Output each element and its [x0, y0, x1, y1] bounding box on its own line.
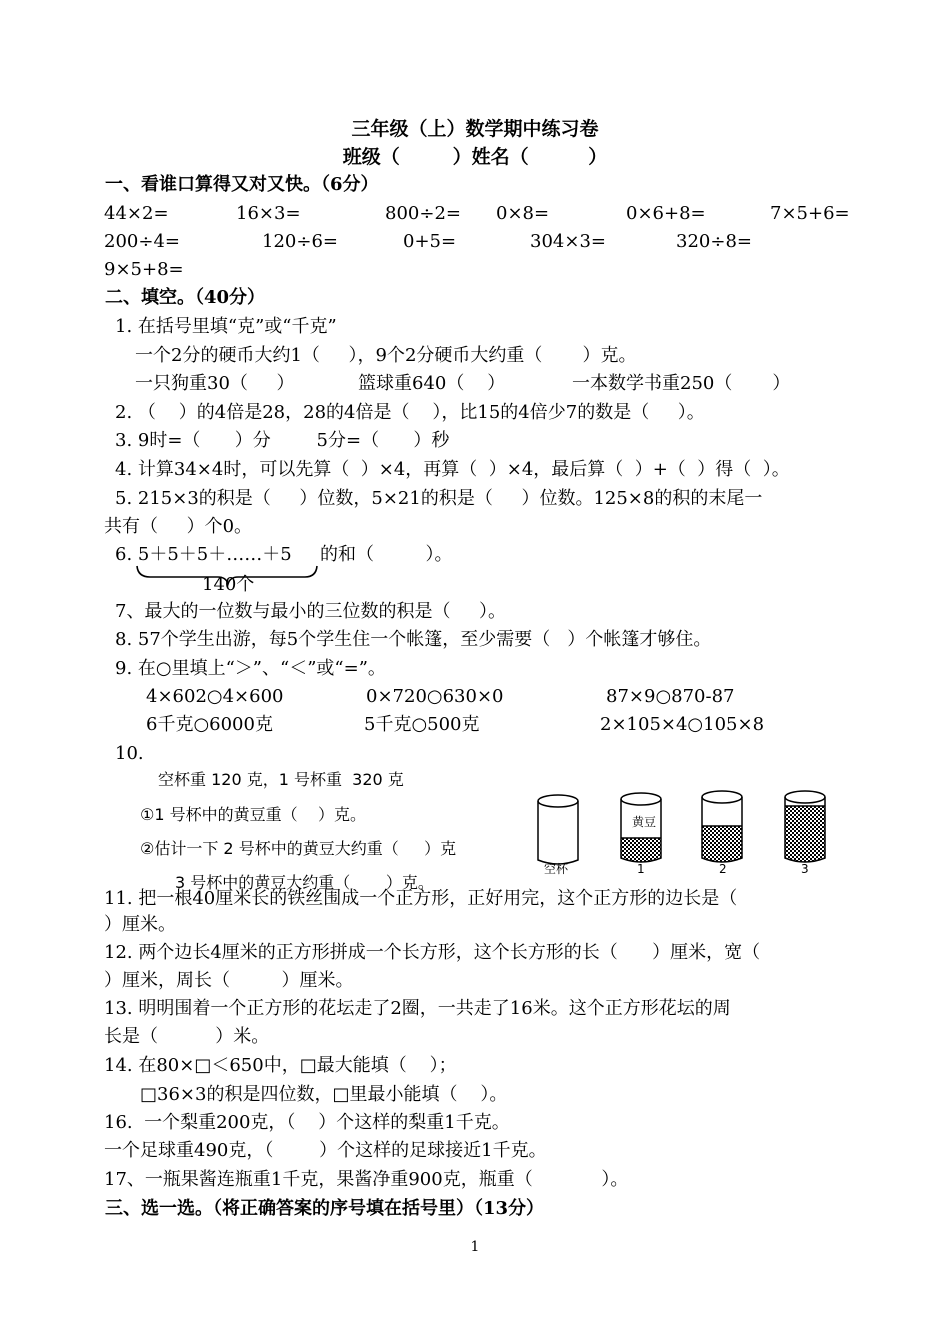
q10-part-1: ①1 号杯中的黄豆重（ ）克。	[140, 805, 366, 824]
q9-compare: 0×720○630×0	[366, 686, 504, 707]
q12-line-1: 12. 两个边长4厘米的正方形拼成一个长方形，这个长方形的长（ ）厘米，宽（	[104, 942, 761, 963]
q3: 3. 9时=（ ）分 5分=（ ）秒	[115, 430, 450, 451]
calc-item: 7×5+6=	[770, 203, 850, 224]
calc-item: 304×3=	[530, 231, 606, 252]
calc-item: 16×3=	[236, 203, 301, 224]
q13-line-2: 长是（ ）米。	[104, 1026, 270, 1047]
q13-line-1: 13. 明明围着一个正方形的花坛走了2圈，一共走了16米。这个正方形花坛的周	[104, 998, 731, 1019]
cup-label: 空杯	[544, 862, 569, 876]
q10-part-2: ②估计一下 2 号杯中的黄豆大约重（ ）克	[140, 839, 457, 858]
calc-item: 44×2=	[104, 203, 169, 224]
calc-item: 200÷4=	[104, 231, 180, 252]
q9-compare: 87×9○870-87	[606, 686, 735, 707]
q9-compare: 4×602○4×600	[146, 686, 284, 707]
q14-line-1: 14. 在80×□＜650中，□最大能填（ ）；	[104, 1055, 457, 1076]
q1-line-a: 一个2分的硬币大约1（ ），9个2分硬币大约重（ ）克。	[135, 345, 637, 366]
q2: 2. （ ）的4倍是28，28的4倍是（ ），比15的4倍少7的数是（ ）。	[115, 402, 705, 423]
q12-line-2: ）厘米，周长（ ）厘米。	[104, 970, 354, 991]
empty-cup	[538, 795, 578, 864]
q5-line-2: 共有（ ）个0。	[104, 516, 253, 537]
q1-stem: 1. 在括号里填“克”或“千克”	[115, 316, 337, 337]
cup-2	[702, 791, 742, 862]
calc-item: 120÷6=	[262, 231, 338, 252]
q9-compare: 2×105×4○105×8	[600, 714, 765, 735]
calc-item: 0+5=	[403, 231, 457, 252]
calc-item: 320÷8=	[676, 231, 752, 252]
q1-book: 一本数学书重250（ ）	[572, 373, 791, 394]
q8: 8. 57个学生出游，每5个学生住一个帐篷，至少需要（ ）个帐篷才够住。	[115, 629, 712, 650]
cup-label: 1	[637, 862, 645, 876]
q7: 7、最大的一位数与最小的三位数的积是（ ）。	[115, 601, 507, 622]
q6-brace	[137, 566, 317, 584]
q1-basketball: 篮球重640（ ）	[358, 373, 506, 394]
beans-label: 黄豆	[632, 815, 657, 829]
q4: 4. 计算34×4时，可以先算（ ）×4，再算（ ）×4，最后算（ ）+（ ）得（ ）。	[115, 459, 790, 480]
page-title: 三年级（上）数学期中练习卷	[351, 118, 599, 140]
q9-compare: 6千克○6000克	[146, 714, 273, 735]
cup-label: 2	[719, 862, 727, 876]
q5-line-1: 5. 215×3的积是（ ）位数，5×21的积是（ ）位数。125×8的积的末尾一	[115, 488, 763, 509]
calc-item: 800÷2=	[385, 203, 461, 224]
q9-compare: 5千克○500克	[364, 714, 480, 735]
q11-line-1: 11. 把一根40厘米长的铁丝围成一个正方形，正好用完，这个正方形的边长是（	[104, 888, 738, 909]
class-name-line: 班级（ ）姓名（ ）	[342, 146, 608, 168]
q14-line-2: □36×3的积是四位数，□里最小能填（ ）。	[140, 1084, 508, 1105]
cup-label: 3	[801, 862, 809, 876]
calc-item: 0×8=	[496, 203, 550, 224]
section-1-heading: 一、看谁口算得又对又快。（6分）	[105, 174, 379, 195]
calc-item: 9×5+8=	[104, 259, 184, 280]
q6-tail: 的和（ ）。	[320, 544, 453, 565]
q9-stem: 9. 在○里填上“＞”、“＜”或“=”。	[115, 658, 386, 679]
page-number: 1	[470, 1239, 480, 1255]
cup-3	[785, 791, 825, 862]
q10-number: 10.	[115, 743, 144, 764]
q1-dog: 一只狗重30（ ）	[135, 373, 295, 394]
calc-item: 0×6+8=	[626, 203, 706, 224]
q10-part-3: 3 号杯中的黄豆大约重（ ）克。	[175, 873, 434, 892]
q6-brace-label: 140个	[202, 574, 255, 595]
q16-line-1: 16. 一个梨重200克，（ ）个这样的梨重1千克。	[104, 1112, 510, 1133]
q6-expression: 6. 5＋5＋5＋……＋5	[115, 544, 292, 565]
q11-line-2: ）厘米。	[104, 914, 176, 935]
q17: 17、一瓶果酱连瓶重1千克，果酱净重900克，瓶重（ ）。	[104, 1169, 629, 1190]
section-2-heading: 二、填空。（40分）	[105, 287, 266, 308]
q16-line-2: 一个足球重490克，（ ）个这样的足球接近1千克。	[104, 1140, 547, 1161]
section-3-heading: 三、选一选。（将正确答案的序号填在括号里）（13分）	[105, 1198, 545, 1219]
q10-given: 空杯重 120 克，1 号杯重 320 克	[158, 770, 404, 789]
